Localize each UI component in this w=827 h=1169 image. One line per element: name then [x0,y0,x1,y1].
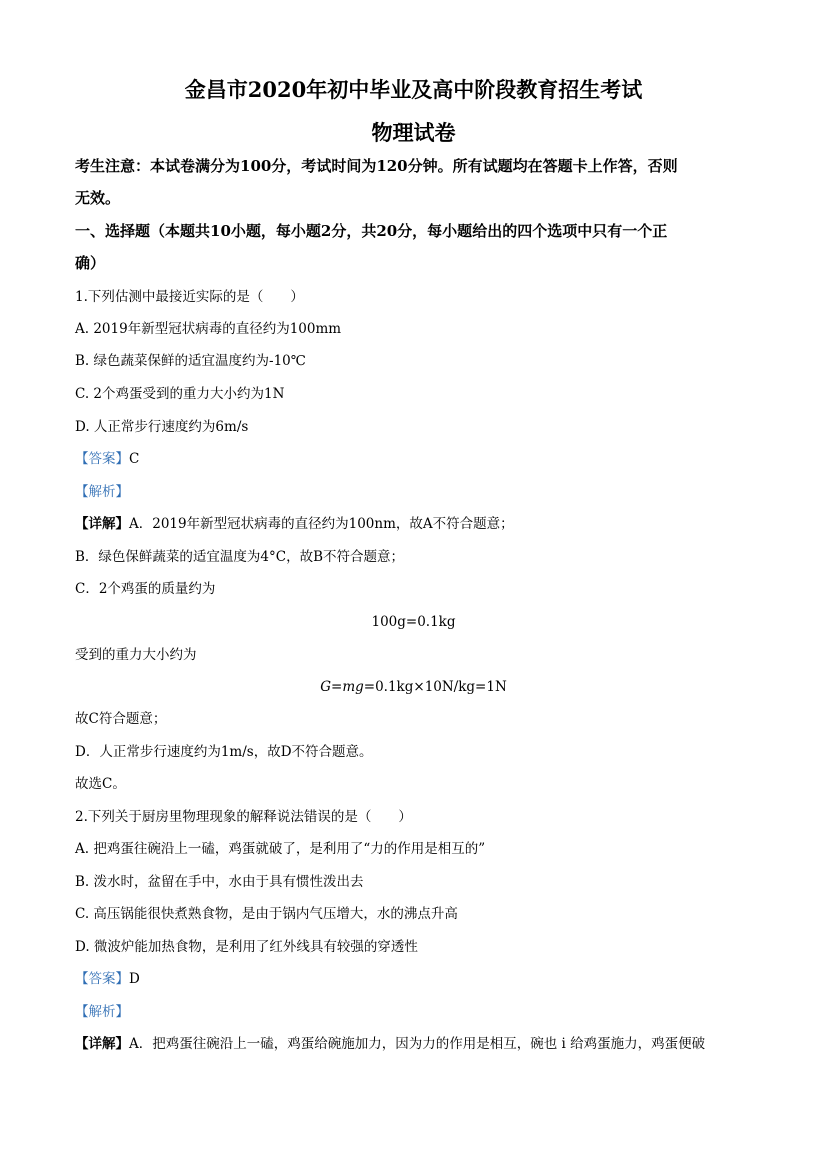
question-2-option-c: C. 高压锅能很快煮熟食物，是由于锅内气压增大，水的沸点升高 [75,906,458,922]
detail-a-text: A．把鸡蛋往碗沿上一磕，鸡蛋给碗施加力，因为力的作用是相互，碗也 i 给鸡蛋施力，鸡蛋便破 [129,1036,706,1052]
section-heading-line-2: 确） [75,254,106,272]
notice-line-1: 考生注意：本试卷满分为100分，考试时间为120分钟。所有试题均在答题卡上作答，否则 [75,157,678,175]
answer-tag: 【答案】 [75,451,129,467]
eq-equals: = [331,679,343,695]
eq-g: G [320,679,332,695]
question-2-answer [75,970,140,988]
question-1-option-b: B. 绿色蔬菜保鲜的适宜温度约为-10℃ [75,353,306,369]
page-subtitle: 物理试卷 [371,120,456,145]
detail-tag: 【详解】 [75,516,129,532]
question-2-detail-a [75,1035,705,1053]
question-1-option-d: D. 人正常步行速度约为6m/s [75,419,249,435]
question-1-detail-b: B．绿色保鲜蔬菜的适宜温度为4°C，故B不符合题意； [75,549,405,565]
question-1-conclude-c: 故C符合题意； [75,711,167,727]
equation-mass: 100g=0.1kg [371,614,456,630]
weight-text: 受到的重力大小约为 [75,647,197,663]
question-1-answer [75,450,139,468]
question-1-option-c: C. 2个鸡蛋受到的重力大小约为1N [75,386,285,402]
answer-value: C [129,451,140,467]
question-2-stem: 2.下列关于厨房里物理现象的解释说法错误的是（ ） [75,809,412,825]
question-2-option-b: B. 泼水时，盆留在手中，水由于具有惯性泼出去 [75,874,364,890]
question-2-analysis-tag: 【解析】 [75,1004,129,1020]
question-1-detail-a [75,515,514,533]
question-1-choose: 故选C。 [75,776,126,792]
section-heading-line-1: 一、选择题（本题共10小题，每小题2分，共20分，每小题给出的四个选项中只有一个正 [75,222,668,240]
answer-value: D [129,971,140,987]
page-title: 金昌市2020年初中毕业及高中阶段教育招生考试 [184,77,643,102]
detail-a-text: A．2019年新型冠状病毒的直径约为100nm，故A不符合题意； [129,516,514,532]
question-1-analysis-tag: 【解析】 [75,484,129,500]
notice-line-2: 无效。 [75,189,121,207]
question-2-option-a: A. 把鸡蛋往碗沿上一磕，鸡蛋就破了，是利用了“力的作用是相互的” [75,841,486,857]
detail-tag: 【详解】 [75,1036,129,1052]
equation-weight [0,678,827,696]
question-1-stem: 1.下列估测中最接近实际的是（ ） [75,289,304,305]
question-2-option-d: D. 微波炉能加热食物，是利用了红外线具有较强的穿透性 [75,939,418,955]
answer-tag: 【答案】 [75,971,129,987]
eq-rest: =0.1kg×10N/kg=1N [363,679,507,695]
question-1-detail-d: D．人正常步行速度约为1m/s，故D不符合题意。 [75,744,373,760]
question-1-option-a: A. 2019年新型冠状病毒的直径约为100mm [75,321,342,337]
question-1-detail-c: C．2个鸡蛋的质量约为 [75,581,216,597]
eq-mg: mg [342,679,364,695]
